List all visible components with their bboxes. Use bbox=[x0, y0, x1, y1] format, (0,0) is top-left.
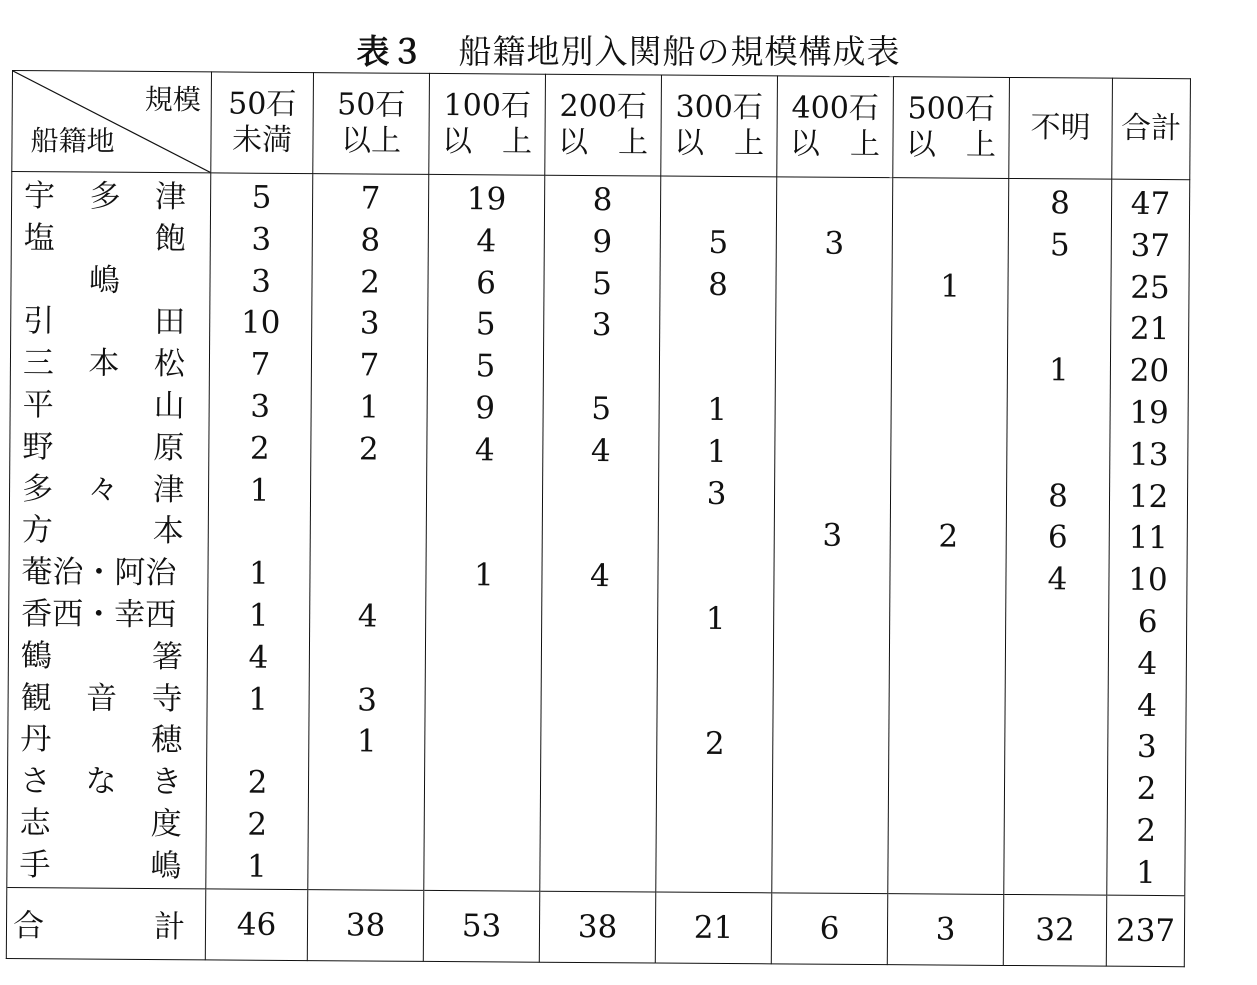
table-cell: 11 bbox=[1128, 520, 1169, 557]
table-cell bbox=[891, 391, 1006, 434]
table-cell bbox=[541, 723, 656, 766]
table-cell: 2 bbox=[1136, 771, 1157, 808]
port-name: 鶴 箸 bbox=[20, 637, 184, 675]
table-cell bbox=[661, 181, 776, 224]
table-cell: 4 bbox=[589, 558, 610, 595]
table-cell bbox=[426, 639, 541, 682]
table-cell bbox=[1004, 852, 1106, 895]
table-cell: 1 bbox=[248, 555, 269, 592]
port-name: 手 嶋 bbox=[19, 846, 182, 884]
col-header-500: 500石 以 上 bbox=[893, 77, 1010, 179]
table-cell: 4 bbox=[1137, 645, 1158, 682]
table-cell bbox=[660, 348, 775, 391]
table-cell: 19 bbox=[1129, 394, 1169, 432]
col-header-50: 50石 以上 bbox=[313, 73, 430, 175]
table-cell bbox=[425, 722, 540, 765]
table-cell: 13 bbox=[1128, 436, 1169, 473]
total-grand: 237 bbox=[1106, 895, 1184, 967]
table-cell: 1 bbox=[249, 472, 270, 509]
port-name: 香西・幸西 bbox=[21, 596, 177, 634]
table-cell bbox=[309, 805, 424, 848]
data-column-under50 bbox=[206, 173, 313, 889]
total-400: 6 bbox=[771, 892, 887, 964]
table-cell bbox=[657, 766, 772, 809]
table-cell bbox=[541, 765, 656, 808]
data-table bbox=[6, 70, 1191, 967]
table-cell bbox=[1008, 308, 1110, 351]
table-cell: 5 bbox=[475, 348, 496, 385]
table-cell: 5 bbox=[1049, 227, 1070, 264]
data-column-100 bbox=[424, 174, 545, 890]
table-cell: 2 bbox=[358, 431, 379, 468]
table-cell bbox=[540, 848, 655, 891]
table-cell bbox=[772, 850, 887, 893]
table-cell: 3 bbox=[591, 307, 612, 344]
table-cell: 2 bbox=[1136, 812, 1157, 849]
table-cell: 4 bbox=[474, 432, 495, 469]
table-cell: 4 bbox=[357, 598, 378, 635]
table-cell: 1 bbox=[940, 268, 960, 305]
table-cell bbox=[308, 847, 423, 890]
data-column-200 bbox=[540, 175, 661, 891]
table-cell bbox=[774, 641, 889, 684]
table-cell: 1 bbox=[705, 600, 726, 637]
port-name: 宇 多 津 bbox=[23, 178, 187, 216]
table-cell bbox=[425, 764, 540, 807]
data-column-300 bbox=[656, 176, 777, 892]
table-cell: 6 bbox=[1047, 519, 1068, 556]
table-cell bbox=[892, 349, 1007, 392]
corner-label-port: 船籍地 bbox=[30, 124, 115, 158]
table-cell bbox=[1007, 392, 1109, 435]
total-under50: 46 bbox=[205, 888, 307, 960]
table-cell bbox=[427, 471, 542, 514]
corner-header bbox=[12, 71, 212, 173]
table-cell: 4 bbox=[1047, 561, 1068, 598]
data-column-total bbox=[1107, 179, 1190, 895]
col-header-under50: 50石 未満 bbox=[211, 72, 314, 174]
table-cell bbox=[889, 726, 1004, 769]
table-cell bbox=[310, 554, 425, 597]
table-cell bbox=[311, 471, 426, 514]
table-cell bbox=[660, 306, 775, 349]
table-cell: 3 bbox=[359, 305, 380, 342]
table-cell: 7 bbox=[360, 180, 381, 217]
port-name: 塩 飽 bbox=[23, 219, 186, 258]
table-cell: 12 bbox=[1128, 478, 1169, 515]
table-cell bbox=[773, 683, 888, 726]
table-cell: 1 bbox=[248, 597, 269, 634]
corner-label-scale: 規模 bbox=[144, 82, 201, 117]
table-cell: 5 bbox=[591, 391, 612, 428]
table-cell bbox=[311, 512, 426, 555]
table-cell: 8 bbox=[708, 266, 729, 303]
table-cell bbox=[775, 432, 890, 475]
data-column-400 bbox=[772, 177, 893, 893]
table-cell: 37 bbox=[1130, 227, 1171, 264]
table-cell: 10 bbox=[1128, 561, 1168, 599]
table-cell bbox=[1007, 434, 1109, 477]
table-cell: 19 bbox=[466, 181, 507, 218]
table-cell: 1 bbox=[359, 389, 380, 426]
table-cell bbox=[424, 848, 539, 891]
table-cell bbox=[656, 849, 771, 892]
table-cell: 2 bbox=[247, 806, 268, 843]
total-100: 53 bbox=[423, 890, 539, 962]
port-name: さ な き bbox=[19, 763, 183, 801]
table-caption: 船籍地別入関船の規模構成表 bbox=[458, 32, 901, 71]
table-cell: 8 bbox=[592, 182, 613, 219]
table-cell: 4 bbox=[476, 223, 497, 260]
table-cell: 4 bbox=[248, 639, 269, 676]
port-name: 多 々 津 bbox=[21, 470, 185, 508]
table-cell: 9 bbox=[475, 390, 496, 427]
table-cell: 47 bbox=[1130, 185, 1171, 223]
table-cell: 1 bbox=[248, 681, 269, 718]
table-cell bbox=[659, 515, 774, 558]
table-cell bbox=[889, 767, 1004, 810]
table-cell: 3 bbox=[1136, 729, 1157, 766]
port-name: 菴治・阿治 bbox=[21, 554, 177, 592]
port-names-column bbox=[7, 172, 211, 889]
table-cell bbox=[541, 681, 656, 724]
table-cell bbox=[888, 851, 1003, 894]
table-cell: 3 bbox=[250, 388, 271, 425]
port-name: 丹 穂 bbox=[20, 721, 183, 759]
table-cell bbox=[773, 725, 888, 768]
table-cell bbox=[1005, 726, 1107, 769]
table-cell: 7 bbox=[359, 347, 380, 384]
col-header-200: 200石 以 上 bbox=[545, 74, 662, 176]
table-cell bbox=[892, 308, 1007, 351]
table-cell bbox=[207, 721, 308, 764]
table-cell: 5 bbox=[592, 265, 613, 302]
table-cell: 2 bbox=[249, 430, 270, 467]
table-cell: 3 bbox=[357, 681, 378, 719]
totals-row bbox=[6, 887, 1184, 966]
data-column-500 bbox=[888, 178, 1009, 894]
port-name: 志 度 bbox=[19, 805, 182, 843]
table-cell: 6 bbox=[1137, 603, 1158, 640]
table-cell: 2 bbox=[704, 726, 725, 763]
table-cell bbox=[775, 390, 890, 433]
total-200: 38 bbox=[539, 891, 655, 963]
table-title bbox=[0, 26, 1257, 73]
body-row bbox=[7, 172, 1190, 896]
table-cell bbox=[425, 680, 540, 723]
table-cell bbox=[542, 598, 657, 641]
port-name: 野 原 bbox=[22, 428, 185, 466]
total-500: 3 bbox=[887, 893, 1003, 965]
port-name: 観 音 寺 bbox=[20, 679, 183, 717]
table-cell: 21 bbox=[1129, 311, 1170, 348]
table-cell: 4 bbox=[1137, 687, 1158, 724]
table-cell bbox=[309, 763, 424, 806]
table-cell bbox=[657, 682, 772, 725]
table-cell: 1 bbox=[706, 433, 727, 470]
data-column-50 bbox=[308, 174, 429, 890]
table-cell bbox=[1005, 810, 1107, 853]
table-cell: 2 bbox=[938, 518, 959, 555]
data-column-unknown bbox=[1004, 178, 1112, 894]
table-cell bbox=[425, 806, 540, 849]
table-cell: 1 bbox=[1135, 854, 1156, 891]
table-container bbox=[6, 70, 1190, 965]
table-cell bbox=[890, 558, 1005, 601]
table-cell bbox=[893, 182, 1008, 225]
table-cell bbox=[543, 514, 658, 557]
table-cell bbox=[775, 474, 890, 517]
table-cell: 3 bbox=[251, 221, 272, 258]
table-cell: 5 bbox=[708, 224, 729, 261]
table-cell: 25 bbox=[1130, 269, 1170, 306]
total-300: 21 bbox=[655, 892, 771, 964]
table-cell bbox=[1006, 601, 1108, 644]
col-header-total: 合計 bbox=[1112, 78, 1191, 180]
table-cell: 1 bbox=[473, 557, 494, 594]
table-cell: 8 bbox=[1050, 185, 1071, 222]
port-name: 三 本 松 bbox=[22, 345, 186, 383]
table-cell: 1 bbox=[356, 723, 377, 760]
totals-label: 合 計 bbox=[6, 887, 205, 959]
table-cell bbox=[657, 807, 772, 850]
table-cell: 3 bbox=[822, 518, 843, 555]
table-cell: 2 bbox=[247, 764, 268, 801]
table-cell bbox=[777, 181, 892, 224]
table-cell bbox=[426, 597, 541, 640]
table-cell bbox=[774, 558, 889, 601]
port-name: 方 本 bbox=[21, 512, 184, 550]
table-cell: 10 bbox=[240, 304, 281, 342]
table-cell: 3 bbox=[706, 475, 727, 512]
table-cell: 6 bbox=[476, 264, 497, 301]
table-cell: 1 bbox=[1048, 352, 1069, 389]
table-cell bbox=[773, 808, 888, 851]
table-cell bbox=[1005, 685, 1107, 728]
table-cell: 3 bbox=[824, 225, 845, 262]
table-cell: 9 bbox=[592, 223, 613, 260]
table-cell bbox=[543, 472, 658, 515]
table-cell: 4 bbox=[590, 432, 611, 469]
table-cell bbox=[889, 809, 1004, 852]
table-cell bbox=[776, 307, 891, 350]
table-cell: 5 bbox=[475, 306, 496, 343]
table-cell: 20 bbox=[1129, 352, 1170, 390]
table-cell bbox=[1008, 267, 1110, 310]
col-header-400: 400石 以 上 bbox=[777, 76, 894, 178]
table-number: 表３ bbox=[356, 32, 425, 71]
table-cell bbox=[776, 265, 891, 308]
col-header-100: 100石 以 上 bbox=[429, 73, 546, 175]
port-name: 嶋 bbox=[88, 262, 121, 299]
table-cell bbox=[890, 642, 1005, 685]
table-cell: 7 bbox=[250, 346, 271, 383]
table-cell bbox=[541, 807, 656, 850]
table-cell bbox=[774, 599, 889, 642]
col-header-300: 300石 以 上 bbox=[661, 75, 778, 177]
table-cell bbox=[427, 513, 542, 556]
header-row bbox=[12, 71, 1191, 180]
table-cell: 8 bbox=[360, 222, 381, 259]
table-cell bbox=[310, 638, 425, 681]
table-cell: 3 bbox=[251, 263, 272, 300]
table-cell bbox=[891, 475, 1006, 518]
table-cell bbox=[658, 557, 773, 600]
table-cell: 2 bbox=[360, 264, 381, 301]
table-cell: 5 bbox=[251, 179, 272, 216]
table-cell: 8 bbox=[1048, 477, 1069, 514]
table-cell bbox=[209, 512, 310, 555]
col-header-unknown: 不明 bbox=[1009, 77, 1113, 179]
table-cell bbox=[893, 224, 1008, 267]
total-50: 38 bbox=[307, 889, 423, 961]
table-cell: 1 bbox=[246, 848, 267, 885]
table-cell bbox=[1005, 768, 1107, 811]
total-unknown: 32 bbox=[1003, 894, 1106, 966]
table-cell bbox=[542, 639, 657, 682]
table-cell bbox=[891, 433, 1006, 476]
table-cell bbox=[658, 640, 773, 683]
table-cell bbox=[889, 684, 1004, 727]
table-cell bbox=[1006, 643, 1108, 686]
table-cell: 1 bbox=[707, 391, 728, 428]
table-cell bbox=[890, 600, 1005, 643]
table-cell bbox=[776, 349, 891, 392]
port-name: 引 田 bbox=[23, 303, 186, 341]
table-cell bbox=[773, 766, 888, 809]
table-cell bbox=[544, 347, 659, 390]
port-name: 平 山 bbox=[22, 387, 185, 425]
